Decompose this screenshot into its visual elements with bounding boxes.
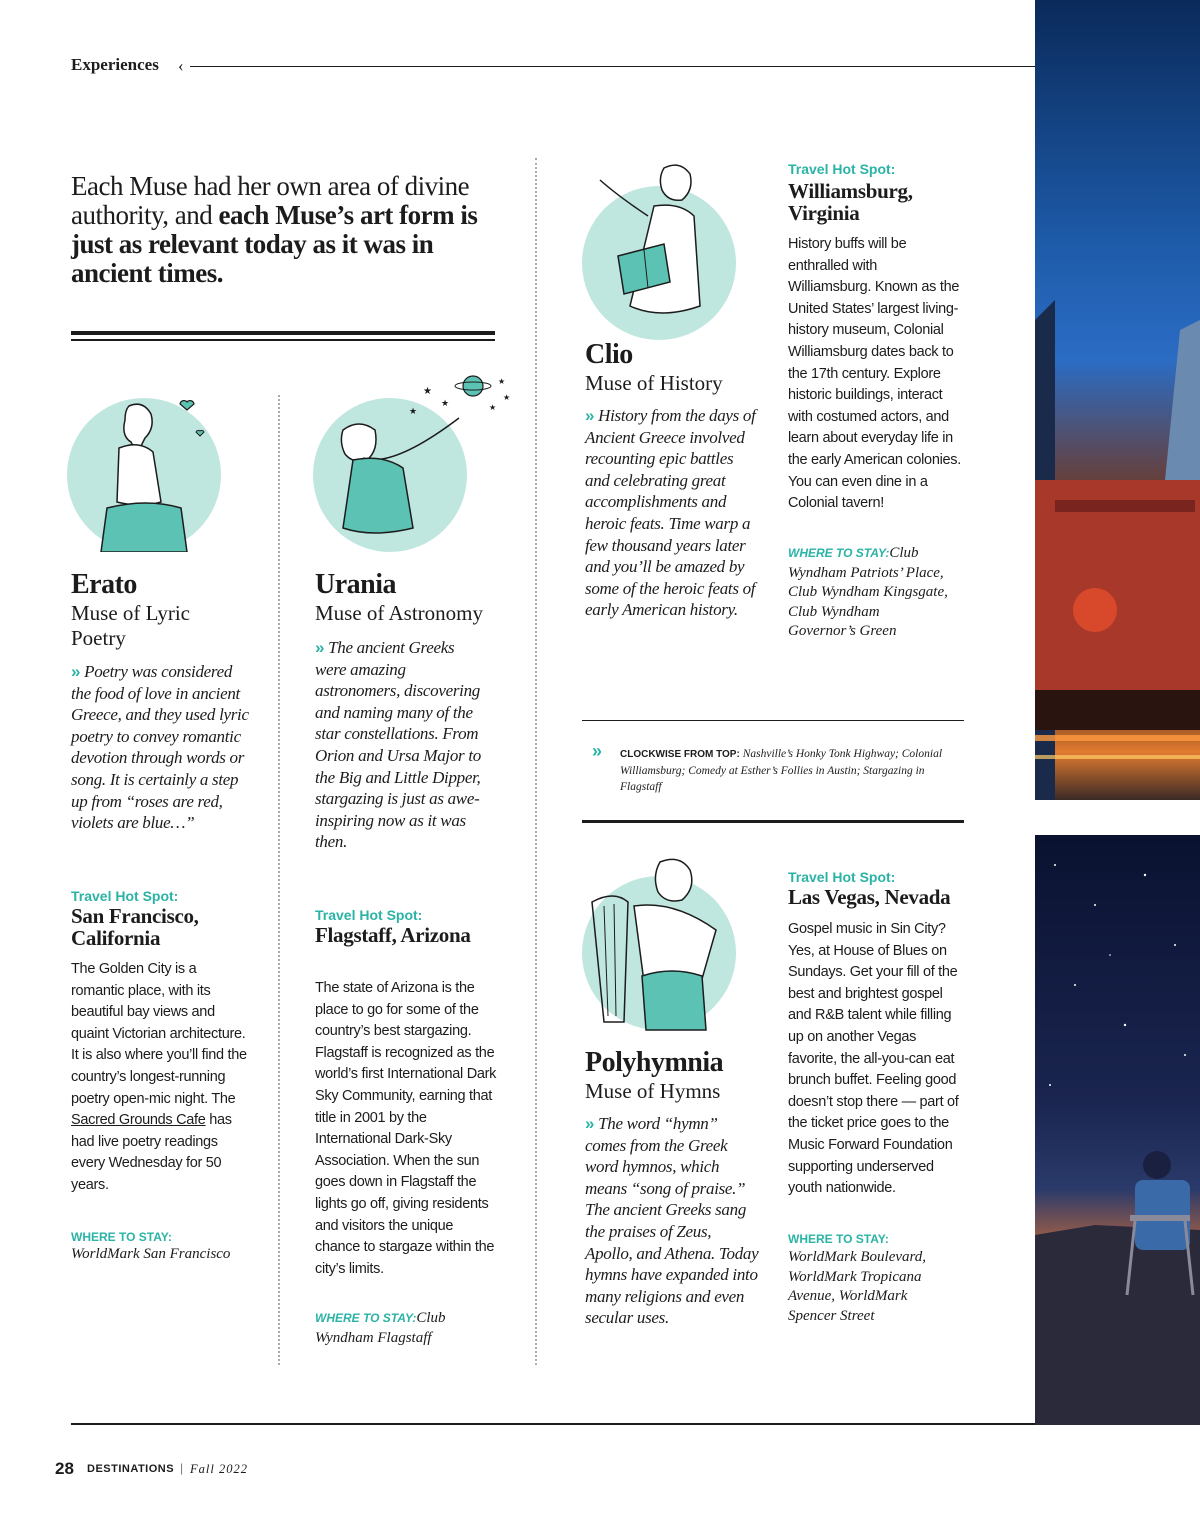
urania-name: Urania xyxy=(315,569,396,600)
clio-subtitle: Muse of History xyxy=(585,371,723,395)
intro-plain: Each Muse had her own area of divine authority, and xyxy=(71,171,470,230)
magazine-name: DESTINATIONS xyxy=(87,1463,175,1475)
clio-stay-label: WHERE TO STAY: xyxy=(788,546,890,560)
erato-stay: WorldMark San Francisco xyxy=(71,1246,231,1262)
polyhymnia-quote xyxy=(585,1113,760,1329)
urania-quote xyxy=(315,637,485,853)
intro-rule-thick xyxy=(71,331,495,335)
column-divider xyxy=(535,158,539,1365)
svg-text:★: ★ xyxy=(498,377,506,386)
polyhymnia-quote-text: The word “hymn” comes from the Greek word hymnos, which means “song of praise.” The ancient Greeks sang the praises of Zeus, Apollo, and Athena. Today hymns have expanded into many religions and even secular uses. xyxy=(585,1114,759,1328)
urania-subtitle: Muse of Astronomy xyxy=(315,601,483,625)
caption-label: CLOCKWISE FROM TOP: xyxy=(620,749,740,760)
svg-text:★: ★ xyxy=(441,398,450,408)
page-number: 28 xyxy=(55,1459,74,1478)
erato-name: Erato xyxy=(71,569,137,600)
erato-hotspot-label: Travel Hot Spot: xyxy=(71,888,179,904)
clio-hotspot-label: Travel Hot Spot: xyxy=(788,161,896,177)
urania-stay-label: WHERE TO STAY: xyxy=(315,1311,417,1325)
urania-quote-text: The ancient Greeks were amazing astronomers, discovering and naming many of the star constellations. From Orion and Ursa Major to the Big and Little Dipper, stargazing is just as awe-inspiring now as it was then. xyxy=(315,638,481,852)
polyhymnia-stay-label: WHERE TO STAY: xyxy=(788,1232,889,1246)
header-rule xyxy=(190,66,1035,67)
erato-body-text-end: has had live poetry readings every Wednesday for 50 years. xyxy=(71,1112,232,1193)
polyhymnia-hotspot-label: Travel Hot Spot: xyxy=(788,869,896,885)
chevron-right-icon: » xyxy=(585,1114,595,1133)
column-divider xyxy=(278,395,282,1365)
clio-quote-text: History from the days of Ancient Greece involved recounting epic battles and celebrating great accomplishments and heroic feats. Time warp a few thousand years later and you’ll be amazed by some of the heroic feats of early American history. xyxy=(585,406,756,620)
section-title: Experiences xyxy=(71,55,159,74)
caption-text: Nashville’s Honky Tonk Highway; Colonial Williamsburg; Comedy at Esther’s Follies in Austin; Stargazing in Flagstaff xyxy=(620,748,943,793)
clio-hotspot-place: Williamsburg, Virginia xyxy=(788,179,913,225)
clio-illustration xyxy=(582,186,736,340)
urania-illustration xyxy=(313,377,511,552)
urania-hotspot-label: Travel Hot Spot: xyxy=(315,907,423,923)
erato-stay-label: WHERE TO STAY: xyxy=(71,1230,172,1244)
urania-hotspot-place: Flagstaff, Arizona xyxy=(315,923,471,947)
erato-illustration xyxy=(67,398,221,552)
urania-body: The state of Arizona is the place to go for some of the country’s best stargazing. Flagstaff is recognized as the world’s first International Dark Sky Community, earning that title in 2001 by the International Dark-Sky Association. When the sun goes down in Flagstaff the lights go off, giving residents and visitors the unique chance to stargaze within the city’s limits. xyxy=(315,980,497,1277)
erato-subtitle: Muse of Lyric Poetry xyxy=(71,601,190,650)
issue-date: Fall 2022 xyxy=(190,1462,248,1476)
erato-body-text: The Golden City is a romantic place, with its beautiful bay views and quaint Victorian architecture. It is also where you’ll find the country’s longest-running poetry open-mic night. The xyxy=(71,961,247,1107)
urania-stay: Club Wyndham Flagstaff xyxy=(315,1310,446,1346)
polyhymnia-body: Gospel music in Sin City? Yes, at House of Blues on Sundays. Get your fill of the best and brightest gospel and R&B talent while filling up on another Vegas favorite, the all-you-can eat brunch buffet. Feeling good doesn’t stop there — part of the ticket price goes to the Music Forward Foundation supporting underserved youth nationwide. xyxy=(788,921,959,1197)
chevron-right-icon: » xyxy=(592,741,603,761)
footer-rule xyxy=(71,1423,1035,1425)
intro-rule-thin xyxy=(71,339,495,341)
caption-rule xyxy=(582,720,964,721)
erato-hotspot-place: San Francisco, California xyxy=(71,904,199,950)
polyhymnia-hotspot-place: Las Vegas, Nevada xyxy=(788,885,951,909)
polyhymnia-illustration xyxy=(582,876,736,1030)
svg-text:★: ★ xyxy=(409,406,418,416)
erato-quote-text: Poetry was considered the food of love in ancient Greece, and they used lyric poetry to convey romantic devotion through words or song. It is certainly a step up from “roses are red, violets are blue…” xyxy=(71,662,249,833)
svg-text:★: ★ xyxy=(503,393,511,402)
polyhymnia-subtitle: Muse of Hymns xyxy=(585,1079,721,1103)
chevron-right-icon: » xyxy=(315,638,325,657)
nashville-photo xyxy=(1035,0,1200,800)
intro-statement xyxy=(71,172,501,288)
svg-text:★: ★ xyxy=(489,403,497,412)
sacred-grounds-link[interactable]: Sacred Grounds Cafe xyxy=(71,1112,206,1129)
footer-separator: | xyxy=(180,1461,184,1475)
svg-text:★: ★ xyxy=(423,386,432,397)
chevron-right-icon: » xyxy=(585,406,595,425)
clio-quote xyxy=(585,405,760,621)
clio-name: Clio xyxy=(585,339,633,370)
chevron-right-icon: » xyxy=(71,662,81,681)
erato-body xyxy=(71,959,251,1197)
photo-caption xyxy=(620,746,950,795)
intro-bold: each Muse’s art form is just as relevant today as it was in ancient times. xyxy=(71,200,478,288)
chevron-left-icon: ‹ xyxy=(178,56,184,75)
erato-quote xyxy=(71,661,251,834)
clio-body: History buffs will be enthralled with Williamsburg. Known as the United States’ largest living-history museum, Colonial Williamsburg dates back to the 17th century. Explore historic buildings, interact with costumed actors, and learn about everyday life in the early American colonies. You can even dine in a Colonial tavern! xyxy=(788,236,961,512)
section-rule xyxy=(582,820,964,823)
flagstaff-stargazing-photo xyxy=(1035,835,1200,1425)
clio-stay: Club Wyndham Patriots’ Place, Club Wyndham Kingsgate, Club Wyndham Governor’s Green xyxy=(788,545,948,640)
clio-stay-block xyxy=(788,544,948,642)
polyhymnia-name: Polyhymnia xyxy=(585,1047,724,1078)
urania-stay-block xyxy=(315,1309,505,1348)
polyhymnia-stay: WorldMark Boulevard, WorldMark Tropicana Avenue, WorldMark Spencer Street xyxy=(788,1249,927,1324)
